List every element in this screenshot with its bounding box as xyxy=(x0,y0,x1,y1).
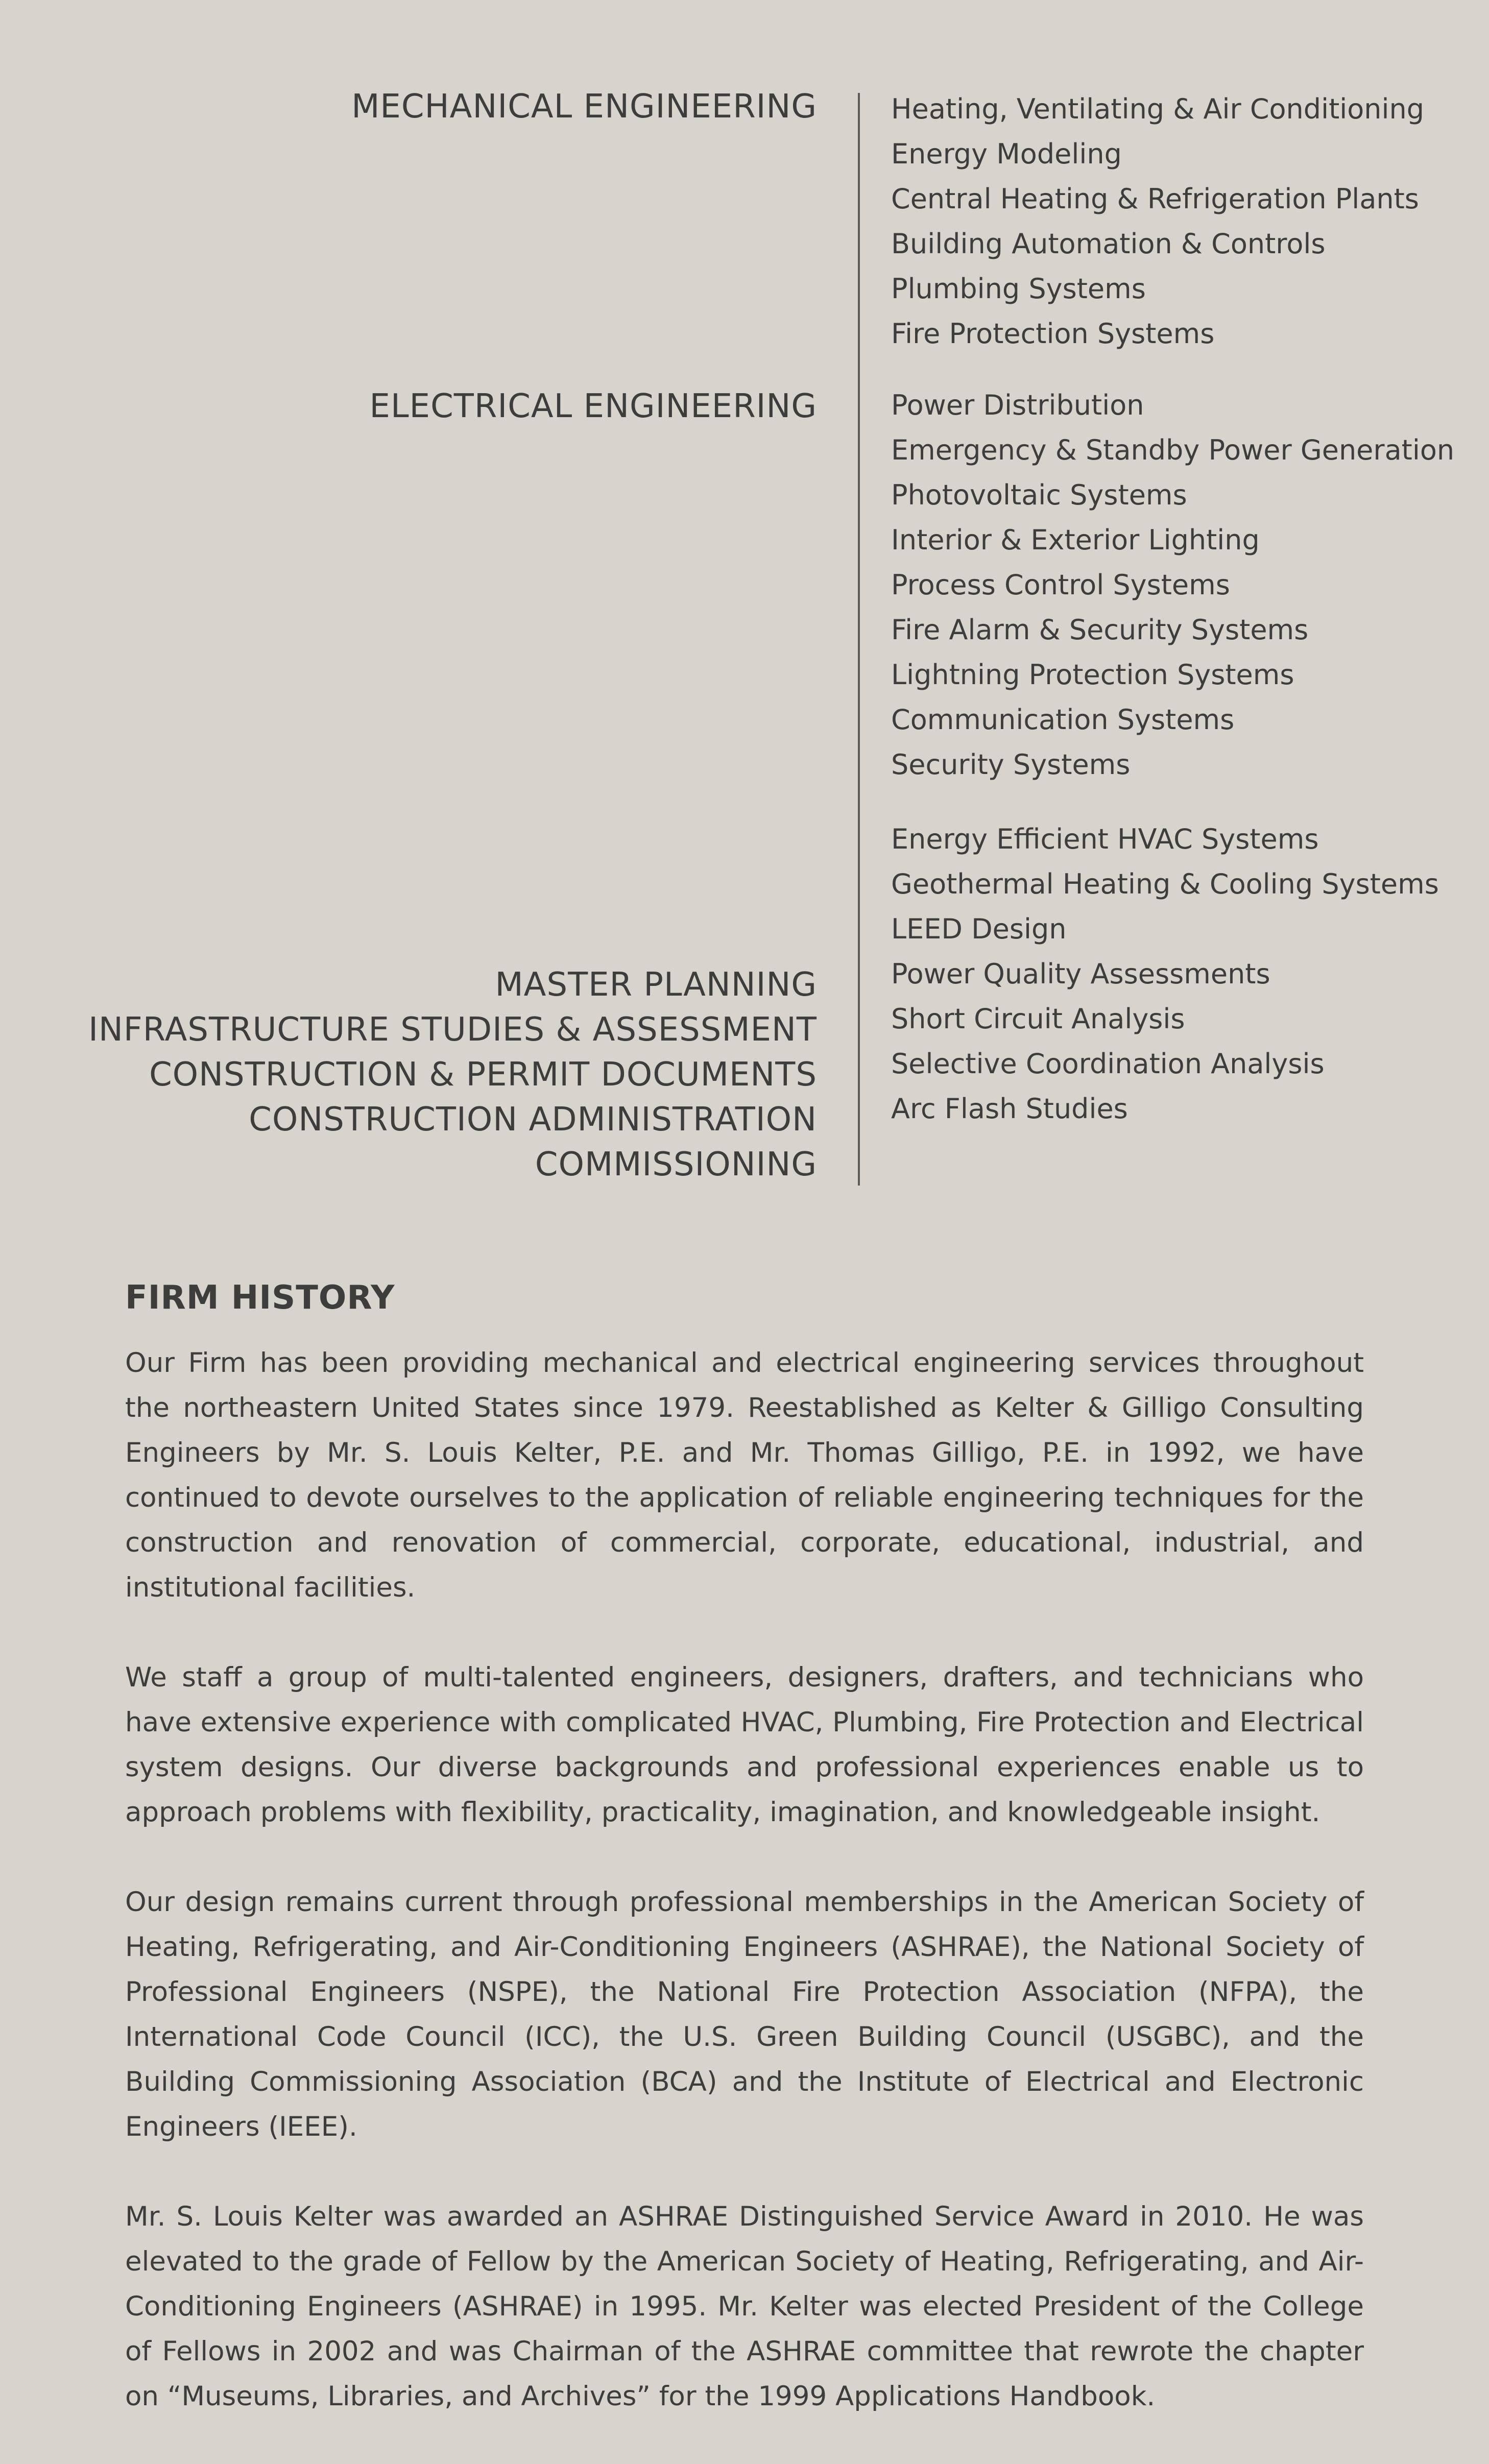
electrical-engineering-heading: ELECTRICAL ENGINEERING xyxy=(369,388,817,425)
list-item: Power Distribution xyxy=(891,389,1144,421)
history-paragraph: We staff a group of multi-talented engineers, designers, drafters, and technicians who have extensive experience with complicated HVAC, Plumbing, Fire Protection and Electrical system designs. Our diverse backgrounds and professional experiences enable us to approach problems with flexibility, practicality, imagination, and knowledgeable insight. xyxy=(125,1662,1364,1828)
master-planning-heading: MASTER PLANNING xyxy=(495,966,817,1004)
list-item: Energy Efficient HVAC Systems xyxy=(891,823,1319,855)
history-paragraph: Our design remains current through professional memberships in the American Society of Heating, Refrigerating, and Air-Conditioning Engineers (ASHRAE), the National Society of Professional Engineers (NSPE), the National Fire Protection Association (NFPA), the International Code Council (ICC), the U.S. Green Building Council (USGBC), and the Building Commissioning Association (BCA) and the Institute of Electrical and Electronic Engineers (IEEE). xyxy=(125,1887,1364,2142)
history-paragraph: Our Firm has been providing mechanical and electrical engineering services throughout the northeastern United States since 1979. Reestablished as Kelter & Gilligo Consulting Engineers by Mr. S. Louis Kelter, P.E. and Mr. Thomas Gilligo, P.E. in 1992, we have continued to devote ourselves to the application of reliable engineering techniques for the construction and renovation of commercial, corporate, educational, industrial, and institutional facilities. xyxy=(125,1347,1364,1603)
services-section xyxy=(0,82,1489,1190)
mechanical-engineering-heading: MECHANICAL ENGINEERING xyxy=(351,88,817,126)
list-item: Fire Protection Systems xyxy=(891,318,1215,350)
electrical-services-list xyxy=(891,383,1454,787)
firm-history-title: FIRM HISTORY xyxy=(125,1279,395,1317)
history-paragraph: Mr. S. Louis Kelter was awarded an ASHRAE Distinguished Service Award in 2010. He was elevated to the grade of Fellow by the American Society of Heating, Refrigerating, and Air-Conditioning Engineers (ASHRAE) in 1995. Mr. Kelter was elected President of the College of Fellows in 2002 and was Chairman of the ASHRAE committee that rewrote the chapter on “Museums, Libraries, and Archives” for the 1999 Applications Handbook. xyxy=(125,2201,1364,2412)
construction-documents-heading: CONSTRUCTION & PERMIT DOCUMENTS xyxy=(149,1056,817,1094)
list-item: Power Quality Assessments xyxy=(891,958,1270,990)
list-item: Geothermal Heating & Cooling Systems xyxy=(891,868,1439,900)
list-item: Plumbing Systems xyxy=(891,273,1146,305)
list-item: Interior & Exterior Lighting xyxy=(891,524,1260,556)
list-item: Process Control Systems xyxy=(891,569,1230,601)
mechanical-services-list xyxy=(891,87,1424,356)
commissioning-heading: COMMISSIONING xyxy=(535,1146,817,1183)
list-item: Central Heating & Refrigeration Plants xyxy=(891,183,1419,215)
firm-history-section xyxy=(125,1275,1364,2464)
list-item: Energy Modeling xyxy=(891,138,1122,170)
list-item: Arc Flash Studies xyxy=(891,1093,1128,1125)
list-item: Emergency & Standby Power Generation xyxy=(891,434,1455,466)
list-item: Heating, Ventilating & Air Conditioning xyxy=(891,93,1425,125)
construction-administration-heading: CONSTRUCTION ADMINISTRATION xyxy=(249,1101,817,1139)
infrastructure-studies-heading: INFRASTRUCTURE STUDIES & ASSESSMENT xyxy=(88,1011,817,1049)
list-item: Selective Coordination Analysis xyxy=(891,1048,1325,1080)
other-services-headings xyxy=(88,962,817,1187)
list-item: Fire Alarm & Security Systems xyxy=(891,614,1309,646)
list-item: Security Systems xyxy=(891,748,1131,781)
list-item: LEED Design xyxy=(891,913,1067,945)
list-item: Communication Systems xyxy=(891,704,1235,736)
vertical-divider xyxy=(858,93,860,1186)
other-services-list xyxy=(891,817,1439,1131)
list-item: Building Automation & Controls xyxy=(891,228,1326,260)
list-item: Photovoltaic Systems xyxy=(891,479,1187,511)
list-item: Short Circuit Analysis xyxy=(891,1003,1185,1035)
list-item: Lightning Protection Systems xyxy=(891,659,1294,691)
